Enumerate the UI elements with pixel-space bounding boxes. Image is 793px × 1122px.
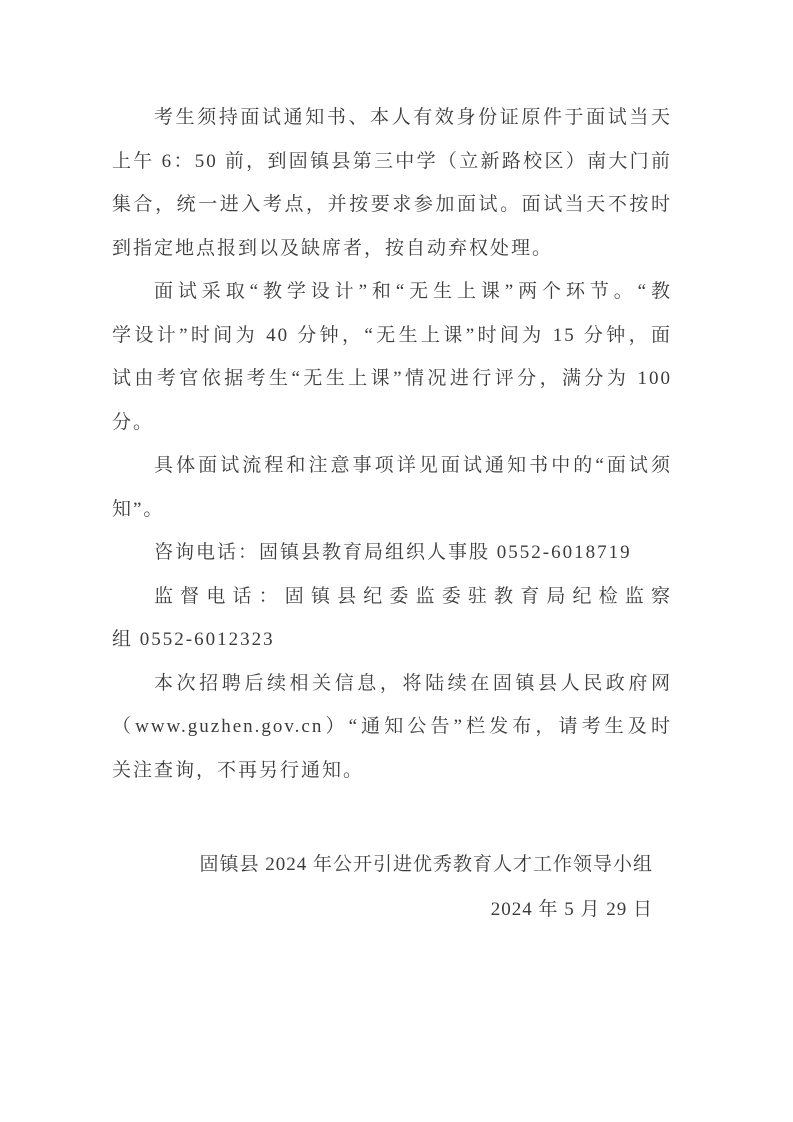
text-line: 咨询电话：固镇县教育局组织人事股 0552-6018719 <box>154 542 632 563</box>
text-line: 集合，统一进入考点，并按要求参加面试。面试当天不按时 <box>112 194 672 215</box>
text-line: 关注查询，不再另行通知。 <box>112 759 365 781</box>
signature-date: 2024 年 5 月 29 日 <box>490 899 653 920</box>
paragraph <box>112 531 672 575</box>
document-body-column <box>112 96 672 932</box>
text-line: 组 0552-6012323 <box>112 629 275 650</box>
paragraph <box>112 444 672 531</box>
paragraph <box>112 96 672 270</box>
signature-block <box>112 842 672 932</box>
text-line: 学设计”时间为 40 分钟，“无生上课”时间为 15 分钟，面 <box>112 324 672 346</box>
text-line: 监督电话：固镇县纪委监委驻教育局纪检监察 <box>154 585 672 607</box>
signature-organization: 固镇县 2024 年公开引进优秀教育人才工作领导小组 <box>199 854 653 875</box>
text-line: 本次招聘后续相关信息，将陆续在固镇县人民政府网 <box>154 672 672 694</box>
text-line: 面试采取“教学设计”和“无生上课”两个环节。“教 <box>154 281 672 302</box>
paragraph <box>112 575 672 662</box>
paragraph <box>112 270 672 444</box>
text-line: 分。 <box>112 411 155 433</box>
text-line: 知”。 <box>112 498 165 520</box>
text-line: 考生须持面试通知书、本人有效身份证原件于面试当天 <box>154 107 672 128</box>
text-line: 上午 6：50 前，到固镇县第三中学（立新路校区）南大门前 <box>112 150 672 172</box>
document-paragraphs <box>112 96 672 792</box>
text-line: 试由考官依据考生“无生上课”情况进行评分，满分为 100 <box>112 368 672 389</box>
paragraph <box>112 662 672 793</box>
text-line: 到指定地点报到以及缺席者，按自动弃权处理。 <box>112 237 554 259</box>
text-line: （www.guzhen.gov.cn）“通知公告”栏发布，请考生及时 <box>112 716 672 737</box>
text-line: 具体面试流程和注意事项详见面试通知书中的“面试须 <box>154 455 672 476</box>
